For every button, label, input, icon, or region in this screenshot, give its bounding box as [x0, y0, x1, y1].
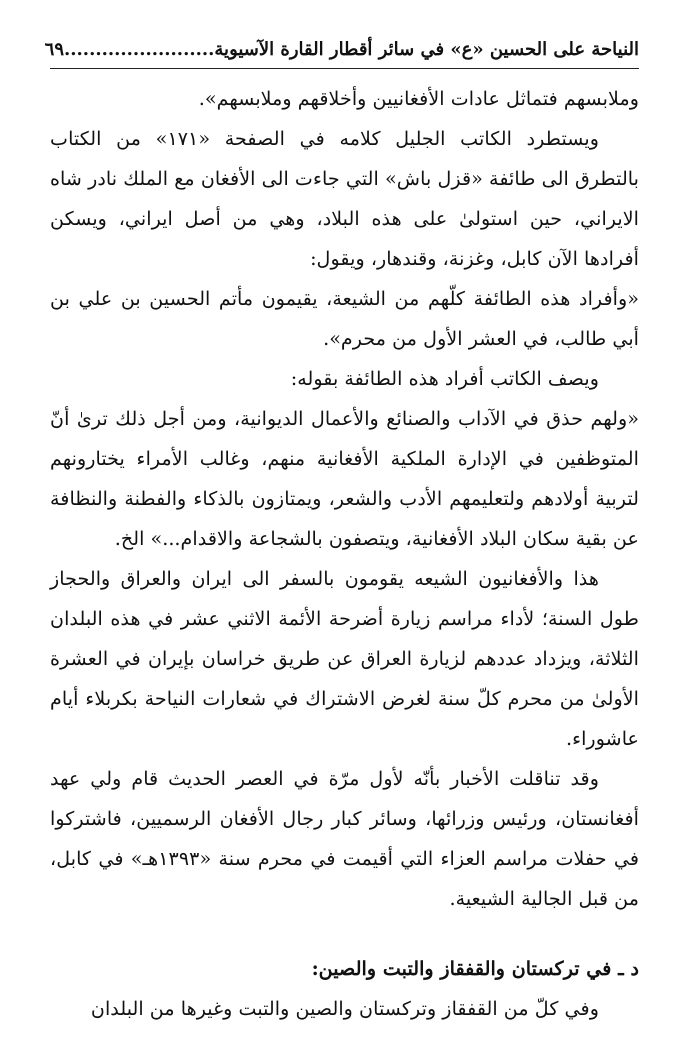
paragraph: وقد تناقلت الأخبار بأنّه لأول مرّة في العصر الحديث قام ولي عهد أفغانستان، ورئيس وزرائها، وسائر كبار رجال الأفغان الرسميين، فاشتركوا في حفلات مراسم العزاء التي أقيمت في محرم سنة «١٣٩٣هـ» في كابل، من قبل الجالية الشيعية.: [50, 767, 639, 910]
paragraph: وفي كلّ من القفقاز وتركستان والصين والتبت وغيرها من البلدان: [90, 997, 599, 1020]
paragraph: هذا والأفغانيون الشيعه يقومون بالسفر الى ايران والعراق والحجاز طول السنة؛ لأداء مراسم زيارة أضرحة الأئمة الاثني عشر في هذه البلدان الثلاثة، ويزداد عددهم لزيارة العراق عن طريق خراسان بإيران في العشرة الأولىٰ من محرم كلّ سنة لغرض الاشتراك في شعارات النياحة بكربلاء أيام عاشوراء.: [50, 567, 639, 750]
page-number: ٦٩: [44, 39, 64, 60]
quote-paragraph: «وأفراد هذه الطائفة كلّهم من الشيعة، يقيمون مأتم الحسين بن علي بن أبي طالب، في العشر الأول من محرم».: [50, 287, 639, 350]
paragraph: وملابسهم فتماثل عادات الأفغانيين وأخلاقهم وملابسهم».: [198, 87, 639, 110]
header-dots: ........................: [64, 39, 215, 60]
paragraph: ويصف الكاتب أفراد هذه الطائفة بقوله:: [290, 367, 599, 390]
quote-paragraph: «ولهم حذق في الآداب والصنائع والأعمال الديوانية، ومن أجل ذلك ترىٰ أنّ المتوظفين في الإدارة الملكية الأفغانية منهم، وغالب الأمراء يختارونهم لتربية أولادهم ولتعليمهم الأدب والشعر، ويمتازون بالذكاء والفطنة والنظافة عن بقية سكان البلاد الأفغانية، ويتصفون بالشجاعة والاقدام...» الخ.: [50, 407, 639, 550]
paragraph: ويستطرد الكاتب الجليل كلامه في الصفحة «١٧١» من الكتاب بالتطرق الى طائفة «قزل باش» التي جاءت الى الأفغان مع الملك نادر شاه الايراني، حين استولىٰ على هذه البلاد، وهي من أصل ايراني، ويسكن أفرادها الآن كابل، وغزنة، وقندهار، ويقول:: [50, 127, 639, 270]
body-text: [50, 79, 639, 1029]
header-title: النياحة على الحسين «ع» في سائر أقطار القارة الآسيوية: [214, 39, 639, 60]
running-header: [44, 38, 639, 69]
section-heading: د ـ في تركستان والقفقاز والتبت والصين:: [311, 957, 639, 980]
